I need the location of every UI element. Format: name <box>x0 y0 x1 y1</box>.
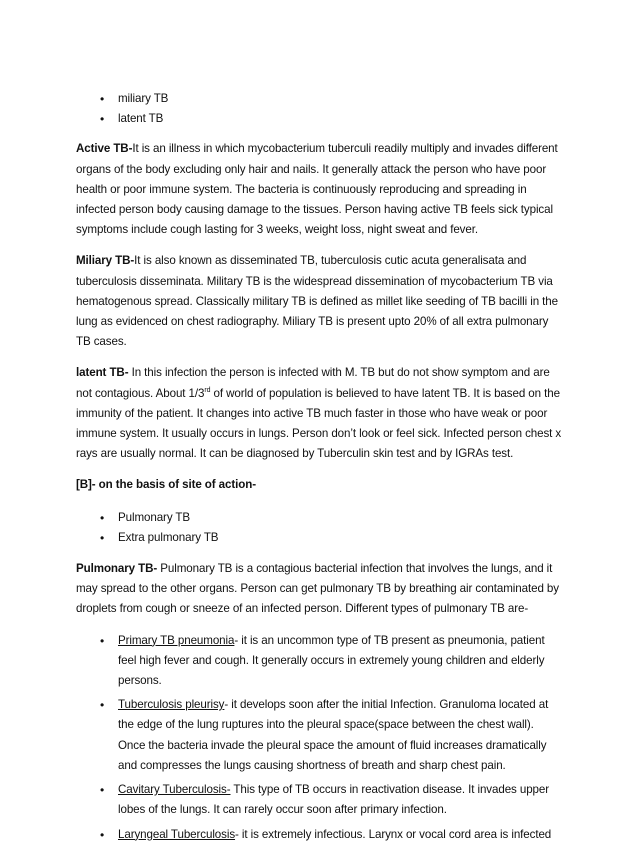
type-description: - it is an uncommon type of TB present as pneumonia, patient feel high fever and cough. It generally occurs in extremely young children and elderly persons. <box>118 633 545 688</box>
list-item <box>76 631 564 692</box>
paragraph-text: It is also known as disseminated TB, tuberculosis cutic acuta generalisata and tuberculosis disseminata. Military TB is the widespread dissemination of mycobacterium TB via hematogenous spread. Classically military TB is defined as millet like seeding of TB bacilli in the lung as evidenced on chest radiography. Miliary TB is present upto 20% of all extra pulmonary TB cases. <box>76 254 558 349</box>
paragraph-text: In this infection the person is infected with M. TB but do not show symptom and are not contagious. About 1/3 <box>76 366 550 400</box>
list-item <box>76 780 564 820</box>
list-item: • latent TB <box>76 109 564 129</box>
list-item: • Extra pulmonary TB <box>76 528 564 548</box>
type-name: Cavitary Tuberculosis- <box>118 783 231 797</box>
type-description: This type of TB occurs in reactivation disease. It invades upper lobes of the lungs. It can rarely occur soon after primary infection. <box>118 783 550 817</box>
list-item: • miliary TB <box>76 89 564 109</box>
list-item <box>76 695 564 776</box>
type-name: Tuberculosis pleurisy <box>118 698 225 712</box>
type-description: - it is extremely infectious. Larynx or vocal cord area is infected <box>235 827 552 841</box>
active-tb-paragraph <box>76 139 564 240</box>
paragraph-text: of world of population is believed to have latent TB. It is based on the immunity of the patient. It changes into active TB much faster in those who have weak or poor immune system. It usually occurs in lungs. Person don’t look or feel sick. Infected person chest x rays are usually normal. It can be diagnosed by Tuberculin skin test and by IGRAs test. <box>76 386 562 461</box>
type-name: Laryngeal Tuberculosis <box>118 827 236 841</box>
term-heading: Pulmonary TB- <box>76 562 158 576</box>
miliary-tb-paragraph <box>76 251 564 352</box>
term-heading: latent TB- <box>76 366 129 380</box>
latent-tb-paragraph <box>76 363 564 464</box>
paragraph-text: It is an illness in which mycobacterium tuberculi readily multiply and invades different organs of the body excluding only hair and nails. It generally attack the person who have poor health or poor immune system. The bacteria is continuously reproducing and spreading in infected person body causing damage to the tissues. Person having active TB feels sick typical symptoms include cough lasting for 3 weeks, weight loss, night sweat and fever. <box>76 142 558 237</box>
tb-types-list <box>76 89 564 129</box>
type-name: Primary TB pneumonia <box>118 633 235 647</box>
list-item <box>76 825 564 845</box>
type-description: - it develops soon after the initial Infection. Granuloma located at the edge of the lung ruptures into the pleural space(space between the chest wall). Once the bacteria invade the pleural space the amount of fluid increases dramatically and compresses the lungs causing shortness of breath and sharp chest pain. <box>118 698 549 772</box>
term-heading: Miliary TB- <box>76 254 135 268</box>
term-heading: Active TB- <box>76 142 133 156</box>
document-page <box>76 89 564 849</box>
section-heading: [B]- on the basis of site of action- <box>76 478 256 492</box>
list-item: • Pulmonary TB <box>76 508 564 528</box>
pulmonary-tb-paragraph <box>76 559 564 620</box>
superscript: rd <box>204 386 211 394</box>
paragraph-text: Pulmonary TB is a contagious bacterial infection that involves the lungs, and it may spread to the other organs. Person can get pulmonary TB by breathing air contaminated by droplets from cough or sneeze of an infected person. Different types of pulmonary TB are- <box>76 562 559 616</box>
site-list <box>76 508 564 548</box>
pulmonary-types-list <box>76 631 564 845</box>
